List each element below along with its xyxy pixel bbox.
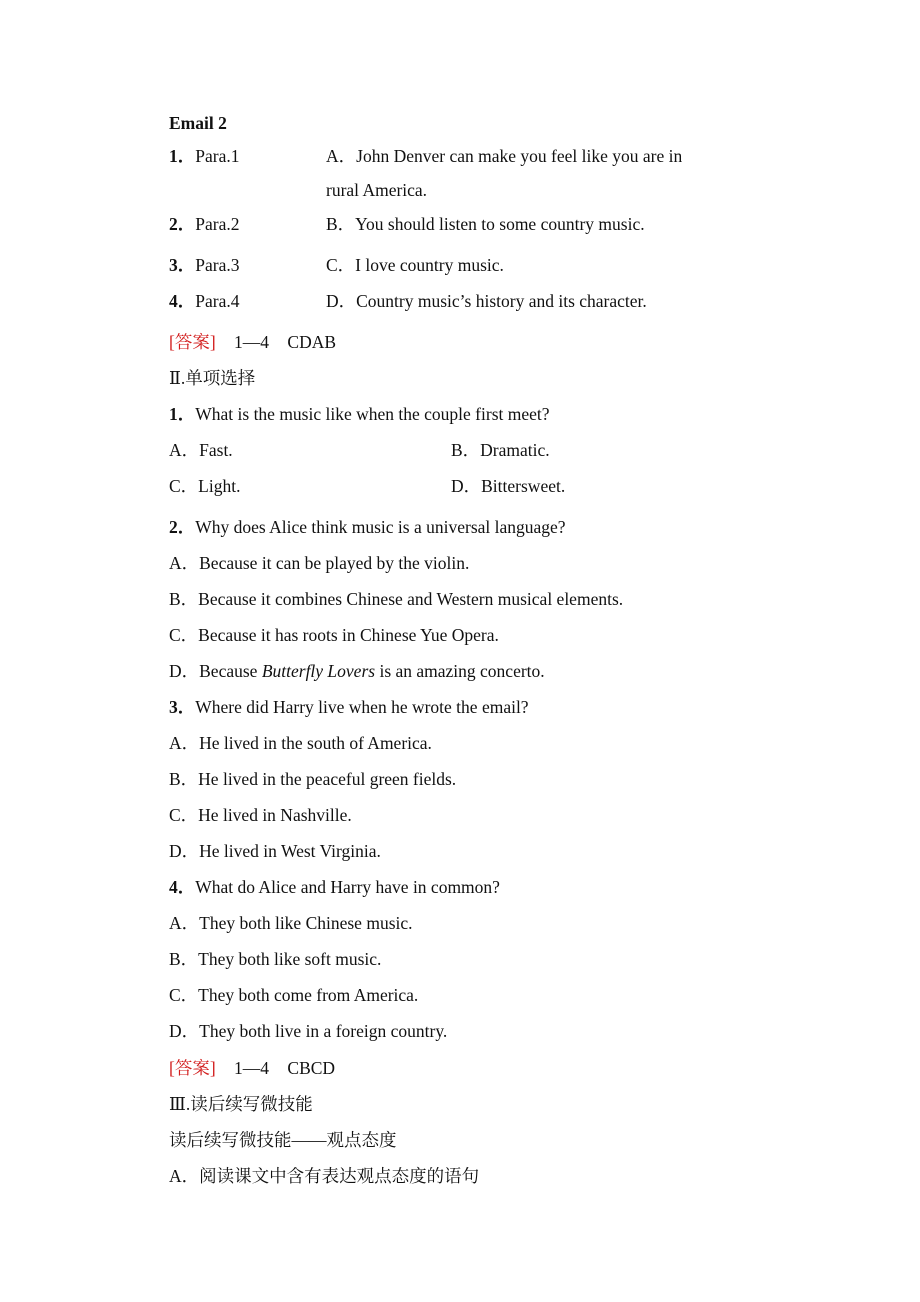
matching-option-d: D．Country music’s history and its character. [326,291,647,311]
question-number: 4． [169,877,196,897]
answer-label: [答案] [169,332,216,352]
matching-row-4 [169,290,239,312]
matching-number: 2． [169,214,196,234]
section-2-title: Ⅱ.单项选择 [169,368,256,388]
matching-para: Para.1 [195,146,240,166]
answer-range: 1—4 [234,332,270,352]
question-3 [169,696,529,718]
matching-para: Para.2 [195,214,240,234]
answer-value: CBCD [287,1058,336,1078]
q3-option-c: C．He lived in Nashville. [169,805,352,825]
q3-option-a: A．He lived in the south of America. [169,733,432,753]
section-3-title: Ⅲ.读后续写微技能 [169,1094,313,1114]
question-number: 3． [169,697,196,717]
answer-line-2 [169,1057,335,1079]
matching-option-b: B．You should listen to some country music. [326,214,645,234]
q1-option-b: B．Dramatic. [451,440,550,460]
q4-option-c: C．They both come from America. [169,985,419,1005]
question-text: What do Alice and Harry have in common? [195,877,500,897]
email-heading: Email 2 [169,113,227,133]
matching-option-a-cont: rural America. [326,180,428,200]
matching-option-a: A．John Denver can make you feel like you are in [326,146,683,166]
matching-number: 4． [169,291,196,311]
question-number: 2． [169,517,196,537]
section-3-item-a: A．阅读课文中含有表达观点态度的语句 [169,1166,480,1186]
q2-option-c: C．Because it has roots in Chinese Yue Opera. [169,625,499,645]
matching-row-1 [169,145,239,167]
q1-option-c: C．Light. [169,476,241,496]
matching-row-2 [169,213,239,235]
q4-option-a: A．They both like Chinese music. [169,913,413,933]
question-number: 1． [169,404,196,424]
q1-option-d: D．Bittersweet. [451,476,566,496]
q2-option-b: B．Because it combines Chinese and Western musical elements. [169,589,624,609]
matching-para: Para.4 [195,291,240,311]
option-prefix: D．Because [169,661,262,681]
q3-option-b: B．He lived in the peaceful green fields. [169,769,457,789]
question-text: Where did Harry live when he wrote the email? [195,697,529,717]
answer-value: CDAB [287,332,337,352]
q2-option-a: A．Because it can be played by the violin. [169,553,470,573]
matching-row-3 [169,254,239,276]
section-3-subtitle: 读后续写微技能——观点态度 [169,1130,397,1150]
q3-option-d: D．He lived in West Virginia. [169,841,381,861]
question-text: Why does Alice think music is a universal language? [195,517,566,537]
answer-range: 1—4 [234,1058,270,1078]
option-suffix: is an amazing concerto. [375,661,545,681]
question-2 [169,516,566,538]
question-1 [169,403,550,425]
matching-number: 3． [169,255,196,275]
matching-para: Para.3 [195,255,240,275]
option-italic-title: Butterfly Lovers [261,661,376,681]
answer-line-1 [169,331,336,353]
q4-option-b: B．They both like soft music. [169,949,382,969]
q4-option-d: D．They both live in a foreign country. [169,1021,448,1041]
question-text: What is the music like when the couple first meet? [195,404,550,424]
matching-number: 1． [169,146,196,166]
answer-label: [答案] [169,1058,216,1078]
q1-option-a: A．Fast. [169,440,233,460]
question-4 [169,876,500,898]
q2-option-d [169,660,545,682]
matching-option-c: C．I love country music. [326,255,504,275]
